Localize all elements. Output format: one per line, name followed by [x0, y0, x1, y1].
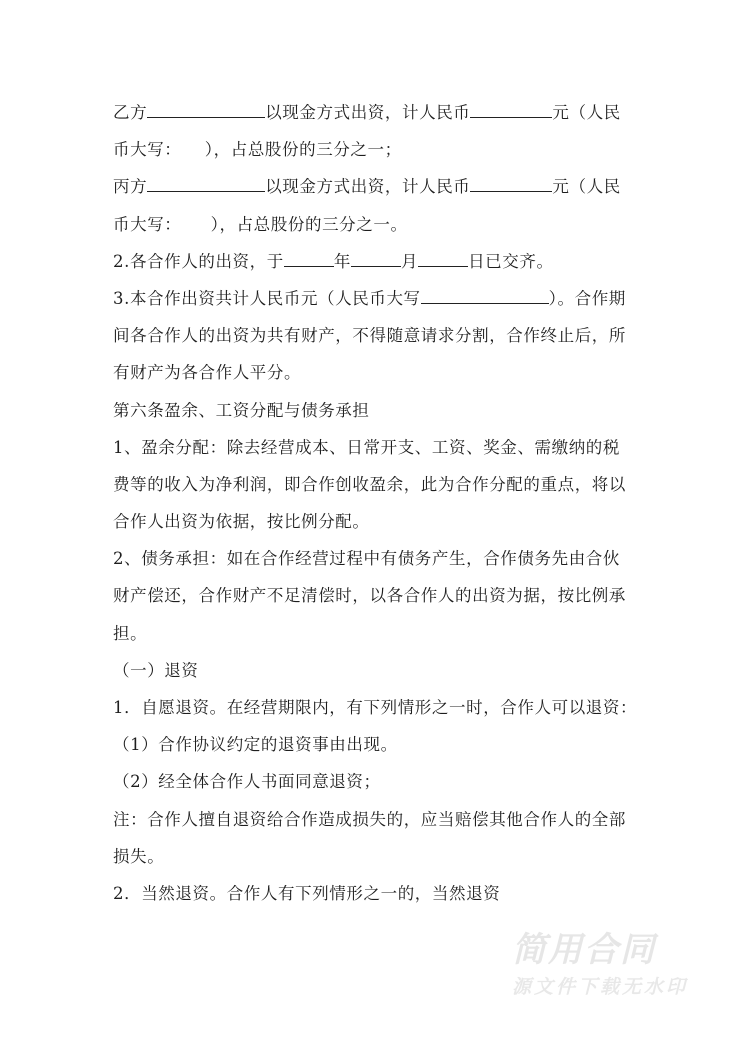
text-line: 间各合作人的出资为共有财产，不得随意请求分割，合作终止后，所: [113, 326, 626, 346]
text-segment: 月: [400, 251, 419, 271]
year-blank[interactable]: [284, 250, 334, 267]
text-segment: 3.本合作出资共计人民币元（人民币大写: [113, 288, 421, 308]
party-b-label: 乙方: [113, 103, 148, 122]
text-line: 损失。: [113, 846, 165, 866]
text-line: [113, 284, 633, 321]
month-blank[interactable]: [351, 250, 401, 267]
party-b-amount-blank[interactable]: [470, 101, 552, 118]
party-c-label: 丙方: [113, 177, 148, 197]
text-segment: 2.各合作人的出资，于: [113, 251, 284, 271]
list-item: （2）经全体合作人书面同意退资；: [113, 772, 381, 792]
text-segment: 以现金方式出资，计人民币: [265, 177, 471, 197]
text-line: [113, 247, 633, 284]
total-amount-uppercase-blank[interactable]: [421, 287, 549, 304]
text-line: 注：合作人擅自退资给合作造成损失的，应当赔偿其他合作人的全部: [113, 809, 626, 829]
day-blank[interactable]: [418, 250, 468, 267]
watermark-title: 简用合同: [512, 930, 656, 970]
text-segment: 日已交齐。: [468, 251, 554, 271]
text-line: 合作人出资为依据，按比例分配。: [113, 512, 370, 532]
text-line: 1、盈余分配：除去经营成本、日常开支、工资、奖金、需缴纳的税: [113, 437, 620, 457]
party-c-name-blank[interactable]: [147, 175, 265, 192]
text-line: 1．自愿退资。在经营期限内，有下列情形之一时，合作人可以退资：: [113, 698, 638, 717]
text-line: 币大写： ），占总股份的三分之一；: [113, 140, 402, 160]
subsection-heading: （一）退资: [113, 660, 199, 680]
text-line: 担。: [113, 623, 148, 643]
watermark-subtitle: 源文件下载无水印: [512, 976, 689, 998]
text-line: 2、债务承担：如在合作经营过程中有债务产生，合作债务先由合伙: [113, 549, 620, 569]
document-page: [113, 98, 638, 916]
section-heading: 第六条盈余、工资分配与债务承担: [113, 400, 370, 420]
text-segment: ）。合作期: [548, 288, 626, 308]
text-segment: 元（人民: [552, 177, 621, 197]
list-item: （1）合作协议约定的退资事由出现。: [113, 735, 398, 755]
party-c-amount-blank[interactable]: [470, 175, 552, 192]
text-segment: 年: [333, 251, 351, 271]
text-line: 有财产为各合作人平分。: [113, 363, 302, 383]
party-b-name-blank[interactable]: [147, 101, 265, 118]
text-line: [113, 172, 633, 209]
text-line: 费等的收入为净利润，即合作创收盈余，此为合作分配的重点，将以: [113, 474, 626, 494]
text-line: 币大写： ），占总股份的三分之一。: [113, 214, 408, 234]
text-line: 2．当然退资。合作人有下列情形之一的，当然退资: [113, 883, 501, 903]
text-segment: 以现金方式出资，计人民币: [265, 103, 471, 122]
text-line: [113, 98, 633, 135]
text-segment: 元（人民: [552, 103, 621, 122]
text-line: 财产偿还，合作财产不足清偿时，以各合作人的出资为据，按比例承: [113, 586, 626, 606]
